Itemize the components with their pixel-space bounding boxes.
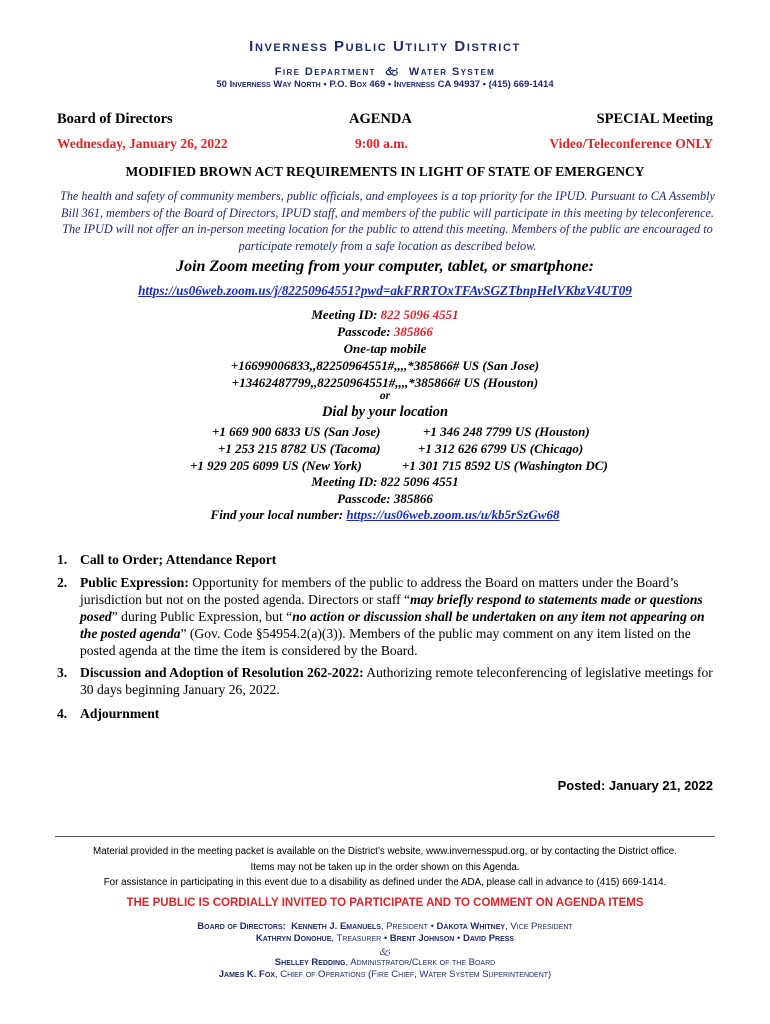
agenda-label: AGENDA bbox=[349, 111, 412, 127]
posted-date: Posted: January 21, 2022 bbox=[557, 778, 713, 793]
zoom-heading: Join Zoom meeting from your computer, tablet, or smartphone: bbox=[176, 258, 594, 275]
dial-new-york: +1 929 205 6099 US (New York) bbox=[190, 458, 362, 473]
dial-san-jose: +1 669 900 6833 US (San Jose) bbox=[212, 424, 381, 439]
dial-heading: Dial by your location bbox=[321, 404, 449, 420]
bullet: • bbox=[430, 921, 434, 932]
item-text: ” during Public Expression, but “ bbox=[111, 609, 293, 624]
local-number-line bbox=[0, 507, 770, 523]
bullet: • bbox=[457, 933, 461, 944]
agenda-item-3 bbox=[57, 664, 717, 698]
treasurer-title: , Treasurer bbox=[331, 933, 382, 944]
treasurer-name: Kathryn Donohue bbox=[255, 933, 332, 944]
item-number: 4. bbox=[57, 706, 68, 721]
meeting-date: Wednesday, January 26, 2022 bbox=[57, 136, 228, 151]
dial-tacoma: +1 253 215 8782 US (Tacoma) bbox=[218, 441, 381, 456]
meeting-mode: Video/Teleconference ONLY bbox=[549, 136, 713, 151]
dial-houston: +1 346 248 7799 US (Houston) bbox=[423, 424, 590, 439]
item-title: Discussion and Adoption of Resolution 262-2022: bbox=[80, 665, 364, 680]
one-tap-san-jose[interactable]: +16699006833,,82250964551#,,,,*385866# US (San Jose) bbox=[230, 358, 540, 373]
item-title: Call to Order; Attendance Report bbox=[80, 552, 277, 567]
footer-line-1: Material provided in the meeting packet is available on the District’s website, www.invernesspud.org, or by contacting the District office. bbox=[93, 846, 677, 857]
ops-name: James K. Fox bbox=[218, 969, 275, 980]
water-system: Water System bbox=[408, 66, 496, 78]
dial-chicago: +1 312 626 6799 US (Chicago) bbox=[418, 441, 584, 456]
agenda-item-2 bbox=[57, 574, 717, 659]
item-text: Opportunity for members of the public to address the Board on matters under the Board’s jurisdiction but not on the posted agenda. Directors or staff “ bbox=[80, 575, 679, 607]
item-title: Public Expression: bbox=[80, 575, 189, 590]
local-number-label: Find your local number: bbox=[210, 507, 347, 522]
staff-line-2 bbox=[0, 969, 770, 980]
president-name: Kenneth J. Emanuels bbox=[291, 921, 381, 932]
item-number: 3. bbox=[57, 665, 68, 680]
brown-act-intro: The health and safety of community members, public officials, and employees is a top priority for the IPUD. Pursuant to CA Assembly Bill 361, members of the Board of Directors, IPUD staff, and members of the public will participate in this meeting by teleconference. The IPUD will not offer an in-person meeting location for the public to attend this meeting. Members of the public are encouraged to participate remotely from a safe location as described below. bbox=[60, 189, 715, 253]
item-text: Authorizing remote teleconferencing of legislative meetings for 30 days beginning January 26, 2022. bbox=[80, 665, 713, 697]
meeting-id-value: 822 5096 4551 bbox=[380, 307, 459, 322]
vp-title: , Vice President bbox=[505, 921, 573, 932]
address-line: 50 Inverness Way North • P.O. Box 469 • Inverness CA 94937 • (415) 669-1414 bbox=[216, 79, 554, 90]
passcode-value: 385866 bbox=[393, 324, 433, 339]
director-johnson: Brent Johnson bbox=[389, 933, 455, 944]
fire-department: Fire Department bbox=[274, 66, 376, 78]
agenda-item-4 bbox=[57, 705, 717, 722]
meeting-type: SPECIAL Meeting bbox=[596, 111, 713, 127]
meeting-id-line bbox=[0, 307, 770, 323]
passcode-repeat: Passcode: 385866 bbox=[337, 491, 433, 506]
meeting-id-repeat: Meeting ID: 822 5096 4551 bbox=[311, 474, 459, 489]
item-text: ” (Gov. Code §54954.2(a)(3)). Members of the public may comment on any item listed on the posted agenda at the time the item is considered by the Board. bbox=[80, 626, 691, 658]
zoom-meeting-link[interactable]: https://us06web.zoom.us/j/82250964551?pwd=akFRRTOxTFAvSGZTbnpHelVKbzV4UT09 bbox=[138, 283, 632, 298]
item-title: Adjournment bbox=[80, 706, 160, 721]
bullet: • bbox=[383, 933, 388, 944]
footer-line-3: For assistance in participating in this event due to a disability as defined under the ADA, please call in advance to (415) 669-1414. bbox=[103, 877, 667, 888]
local-number-link[interactable]: https://us06web.zoom.us/u/kb5rSzGw68 bbox=[346, 507, 560, 522]
one-tap-houston[interactable]: +13462487799,,82250964551#,,,,*385866# US (Houston) bbox=[231, 375, 539, 390]
dial-washington: +1 301 715 8592 US (Washington DC) bbox=[402, 458, 608, 473]
item-number: 2. bbox=[57, 575, 68, 590]
item-emphasis: may briefly respond to statements made or questions posed bbox=[80, 592, 703, 624]
fleuron-icon: 🙵 bbox=[378, 947, 392, 958]
staff-line-1 bbox=[0, 957, 770, 968]
item-emphasis: no action or discussion shall be undertaken on any item not appearing on the posted agenda bbox=[80, 609, 705, 641]
vp-name: Dakota Whitney bbox=[436, 921, 506, 932]
board-line-1 bbox=[0, 921, 770, 932]
brown-act-title: MODIFIED BROWN ACT REQUIREMENTS IN LIGHT OF STATE OF EMERGENCY bbox=[125, 164, 645, 179]
admin-title: , Administrator/Clerk of the Board bbox=[345, 957, 496, 968]
or-label: or bbox=[379, 390, 391, 402]
fleuron-icon: 🙵 bbox=[384, 66, 401, 78]
admin-name: Shelley Redding bbox=[274, 957, 346, 968]
footer-line-2: Items may not be taken up in the order shown on this Agenda. bbox=[250, 862, 520, 873]
board-label: Board of Directors: bbox=[197, 921, 286, 932]
one-tap-heading: One-tap mobile bbox=[343, 341, 427, 356]
director-press: David Press bbox=[462, 933, 515, 944]
meeting-id-label: Meeting ID: bbox=[311, 307, 381, 322]
passcode-label: Passcode: bbox=[337, 324, 394, 339]
president-title: , President bbox=[380, 921, 428, 932]
public-invitation: THE PUBLIC IS CORDIALLY INVITED TO PARTICIPATE AND TO COMMENT ON AGENDA ITEMS bbox=[126, 897, 644, 909]
meeting-time: 9:00 a.m. bbox=[355, 136, 408, 151]
board-label: Board of Directors bbox=[57, 111, 173, 127]
passcode-line bbox=[0, 324, 770, 340]
item-number: 1. bbox=[57, 552, 68, 567]
ops-title: , Chief of Operations (Fire Chief, Water System Superintendent) bbox=[274, 969, 552, 980]
org-name: Inverness Public Utility District bbox=[249, 38, 521, 55]
footer-divider bbox=[55, 836, 715, 837]
board-line-2 bbox=[0, 933, 770, 944]
agenda-item-1 bbox=[57, 551, 717, 568]
